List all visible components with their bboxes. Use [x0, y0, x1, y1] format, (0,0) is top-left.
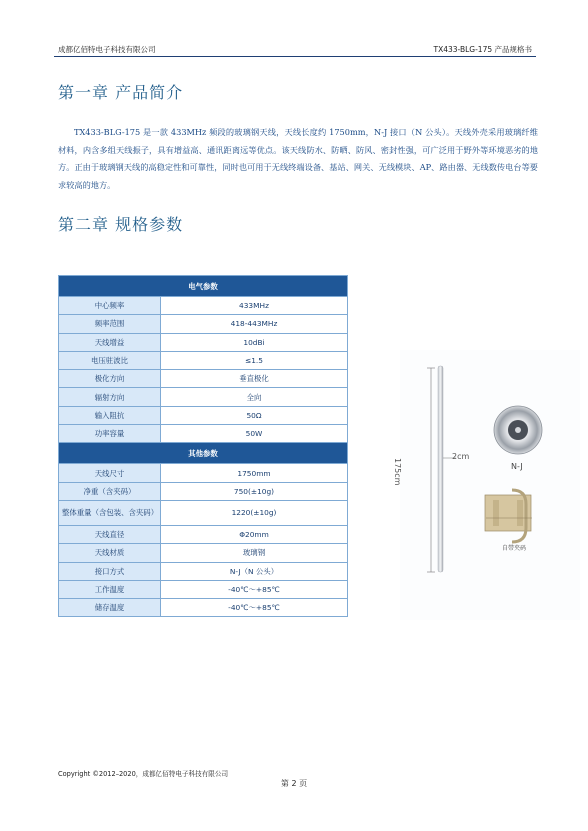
- table-row: [59, 464, 348, 482]
- table-row: [59, 525, 348, 543]
- table-row: [59, 562, 348, 580]
- table-row: [59, 580, 348, 598]
- param-name: 接口方式: [59, 562, 161, 580]
- param-name: 天线增益: [59, 333, 161, 351]
- param-value: 全向: [161, 388, 348, 406]
- param-name: 整体重量（含包装、含夹码）: [59, 500, 161, 525]
- param-name: 极化方向: [59, 370, 161, 388]
- param-name: 中心频率: [59, 297, 161, 315]
- table-row: [59, 406, 348, 424]
- header-company: 成都亿佰特电子科技有限公司: [58, 45, 156, 54]
- param-value: -40℃～+85℃: [161, 599, 348, 617]
- param-name: 净重（含夹码）: [59, 482, 161, 500]
- table-row: [59, 351, 348, 369]
- param-value: 433MHz: [161, 297, 348, 315]
- param-value: ≤1.5: [161, 351, 348, 369]
- antenna-rod: [438, 366, 443, 572]
- table-row: [59, 544, 348, 562]
- param-value: Φ20mm: [161, 525, 348, 543]
- other-section-header: 其他参数: [59, 443, 348, 464]
- param-name: 天线尺寸: [59, 464, 161, 482]
- table-row: [59, 425, 348, 443]
- length-label: 175cm: [393, 458, 402, 486]
- param-value: 50W: [161, 425, 348, 443]
- table-row: [59, 482, 348, 500]
- param-value: 750(±10g): [161, 482, 348, 500]
- diameter-label: 2cm: [452, 452, 470, 461]
- connector-label: N-J: [511, 462, 523, 471]
- chapter1-title: 第一章 产品简介: [58, 83, 184, 102]
- param-value: 50Ω: [161, 406, 348, 424]
- param-name: 储存温度: [59, 599, 161, 617]
- antenna-illustration: [400, 350, 580, 620]
- table-row: [59, 315, 348, 333]
- table-row: [59, 297, 348, 315]
- param-name: 输入阻抗: [59, 406, 161, 424]
- param-name: 功率容量: [59, 425, 161, 443]
- antenna-product-figure: [393, 350, 580, 620]
- param-value: 玻璃钢: [161, 544, 348, 562]
- param-value: 1220(±10g): [161, 500, 348, 525]
- param-name: 工作温度: [59, 580, 161, 598]
- param-value: -40℃～+85℃: [161, 580, 348, 598]
- table-row: [59, 500, 348, 525]
- param-value: N-J（N 公头）: [161, 562, 348, 580]
- table-row: [59, 599, 348, 617]
- param-name: 天线直径: [59, 525, 161, 543]
- param-value: 10dBi: [161, 333, 348, 351]
- param-name: 天线材质: [59, 544, 161, 562]
- param-value: 1750mm: [161, 464, 348, 482]
- table-row: [59, 333, 348, 351]
- param-name: 频率范围: [59, 315, 161, 333]
- watermark-bg: [400, 350, 580, 620]
- chapter2-title: 第二章 规格参数: [58, 215, 184, 234]
- header-divider: [54, 56, 536, 57]
- param-value: 垂直极化: [161, 370, 348, 388]
- electrical-section-header: 电气参数: [59, 276, 348, 297]
- spec-table: [58, 275, 348, 617]
- param-name: 辐射方向: [59, 388, 161, 406]
- clamp-label: 自带夹码: [502, 545, 527, 552]
- param-value: 418-443MHz: [161, 315, 348, 333]
- copyright-text: Copyright ©2012–2020，成都亿佰特电子科技有限公司: [58, 770, 229, 778]
- table-row: [59, 370, 348, 388]
- param-name: 电压驻波比: [59, 351, 161, 369]
- intro-paragraph: TX433-BLG-175 是一款 433MHz 频段的玻璃钢天线，天线长度约 1750mm，N-J 接口（N 公头）。天线外壳采用玻璃纤维材料，内含多组天线振子，具有增益高、通讯距离远等优点。该天线防水、防晒、防风、密封性强，可广泛用于野外等环境恶劣的地方。正由于玻璃钢天线的高稳定性和可靠性，同时也可用于无线终端设备、基站、网关、无线模块、AP、路由器、无线数传电台等要求较高的地方。: [58, 127, 538, 190]
- table-row: [59, 388, 348, 406]
- page-number: 第 2 页: [280, 779, 308, 788]
- header-doc-title: TX433-BLG-175 产品规格书: [433, 45, 532, 54]
